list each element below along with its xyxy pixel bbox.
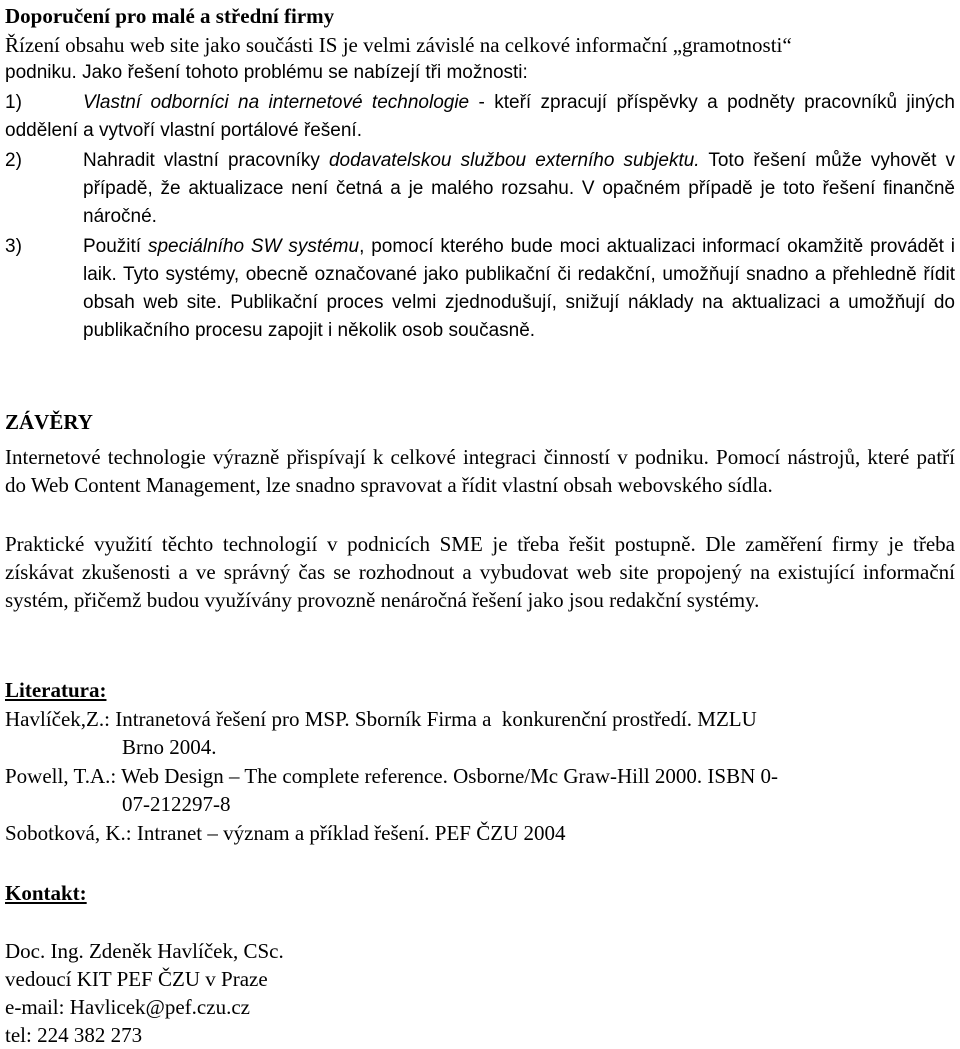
conclusions-paragraph-2: Praktické využití těchto technologií v podnicích SME je třeba řešit postupně. Dle zaměření firmy je třeba získávat zkušenosti a ve správný čas se rozhodnout a vybudovat web site propojený na existující informační systém, přičemž budou využívány provozně nenáročná řešení jako jsou redakční systémy.: [5, 532, 955, 612]
list-item-number: 3): [5, 236, 22, 257]
reference-item: [5, 819, 955, 847]
list-item-number: 1): [5, 92, 22, 113]
list-item-3: [5, 233, 955, 345]
reference-item: [5, 762, 955, 818]
section-title: Doporučení pro malé a střední firmy: [5, 4, 335, 28]
intro-line-1: Řízení obsahu web site jako součásti IS je velmi závislé na celkové informační „gramotnosti“: [5, 33, 792, 57]
reference-line-1: Powell, T.A.: Web Design – The complete reference. Osborne/Mc Graw-Hill 2000. ISBN 0-: [5, 764, 778, 788]
list-item-emphasis: dodavatelskou službou externího subjektu.: [328, 150, 700, 171]
reference-line-2: 07-212297-8: [122, 792, 231, 816]
contact-position: vedoucí KIT PEF ČZU v Praze: [5, 967, 268, 991]
list-item-2: [5, 147, 955, 231]
reference-item: [5, 705, 955, 761]
contact-email[interactable]: e-mail: Havlicek@pef.czu.cz: [5, 995, 250, 1019]
list-item-text: , pomocí kterého bude moci aktualizaci informací okamžitě provádět i laik. Tyto systémy, obecně označované jako publikační či redakční, umožňují snadno a přehledně řídit obsah web site. Publikační proces velmi zjednodušují, snižují náklady na aktualizaci a umožňují do publikačního procesu zapojit i několik osob současně.: [83, 236, 956, 341]
list-item-emphasis: Vlastní odborníci na internetové technologie: [83, 92, 470, 113]
list-item-1: [5, 89, 955, 145]
list-item-number: 2): [5, 150, 22, 171]
intro-line-2: podniku. Jako řešení tohoto problému se nabízejí tři možnosti:: [5, 62, 528, 83]
intro-paragraph: [5, 31, 955, 87]
literature-heading: Literatura:: [5, 678, 107, 702]
list-item-emphasis: speciálního SW systému: [147, 236, 360, 257]
contact-phone: tel: 224 382 273: [5, 1023, 143, 1047]
reference-line-1: Sobotková, K.: Intranet – význam a příklad řešení. PEF ČZU 2004: [5, 821, 566, 845]
list-item-text: - kteří zpracují příspěvky a podněty pracovníků jiných oddělení a vytvoří vlastní portálové řešení.: [5, 92, 955, 141]
list-item-text-pre: Použití: [83, 236, 148, 257]
conclusions-paragraph-1: Internetové technologie výrazně přispívají k celkové integraci činností v podniku. Pomocí nástrojů, které patří do Web Content Management, lze snadno spravovat a řídit vlastní obsah webovského sídla.: [5, 445, 955, 497]
conclusions-heading: ZÁVĚRY: [5, 410, 93, 434]
reference-line-2: Brno 2004.: [122, 735, 217, 759]
list-item-text-pre: Nahradit vlastní pracovníky: [83, 150, 329, 171]
list-item-text: Toto řešení může vyhovět v případě, že aktualizace není četná a je malého rozsahu. V opačném případě je toto řešení finančně náročné.: [83, 150, 955, 227]
contact-name: Doc. Ing. Zdeněk Havlíček, CSc.: [5, 939, 284, 963]
reference-line-1: Havlíček,Z.: Intranetová řešení pro MSP. Sborník Firma a konkurenční prostředí. MZLU: [5, 707, 757, 731]
contact-heading: Kontakt:: [5, 881, 87, 905]
